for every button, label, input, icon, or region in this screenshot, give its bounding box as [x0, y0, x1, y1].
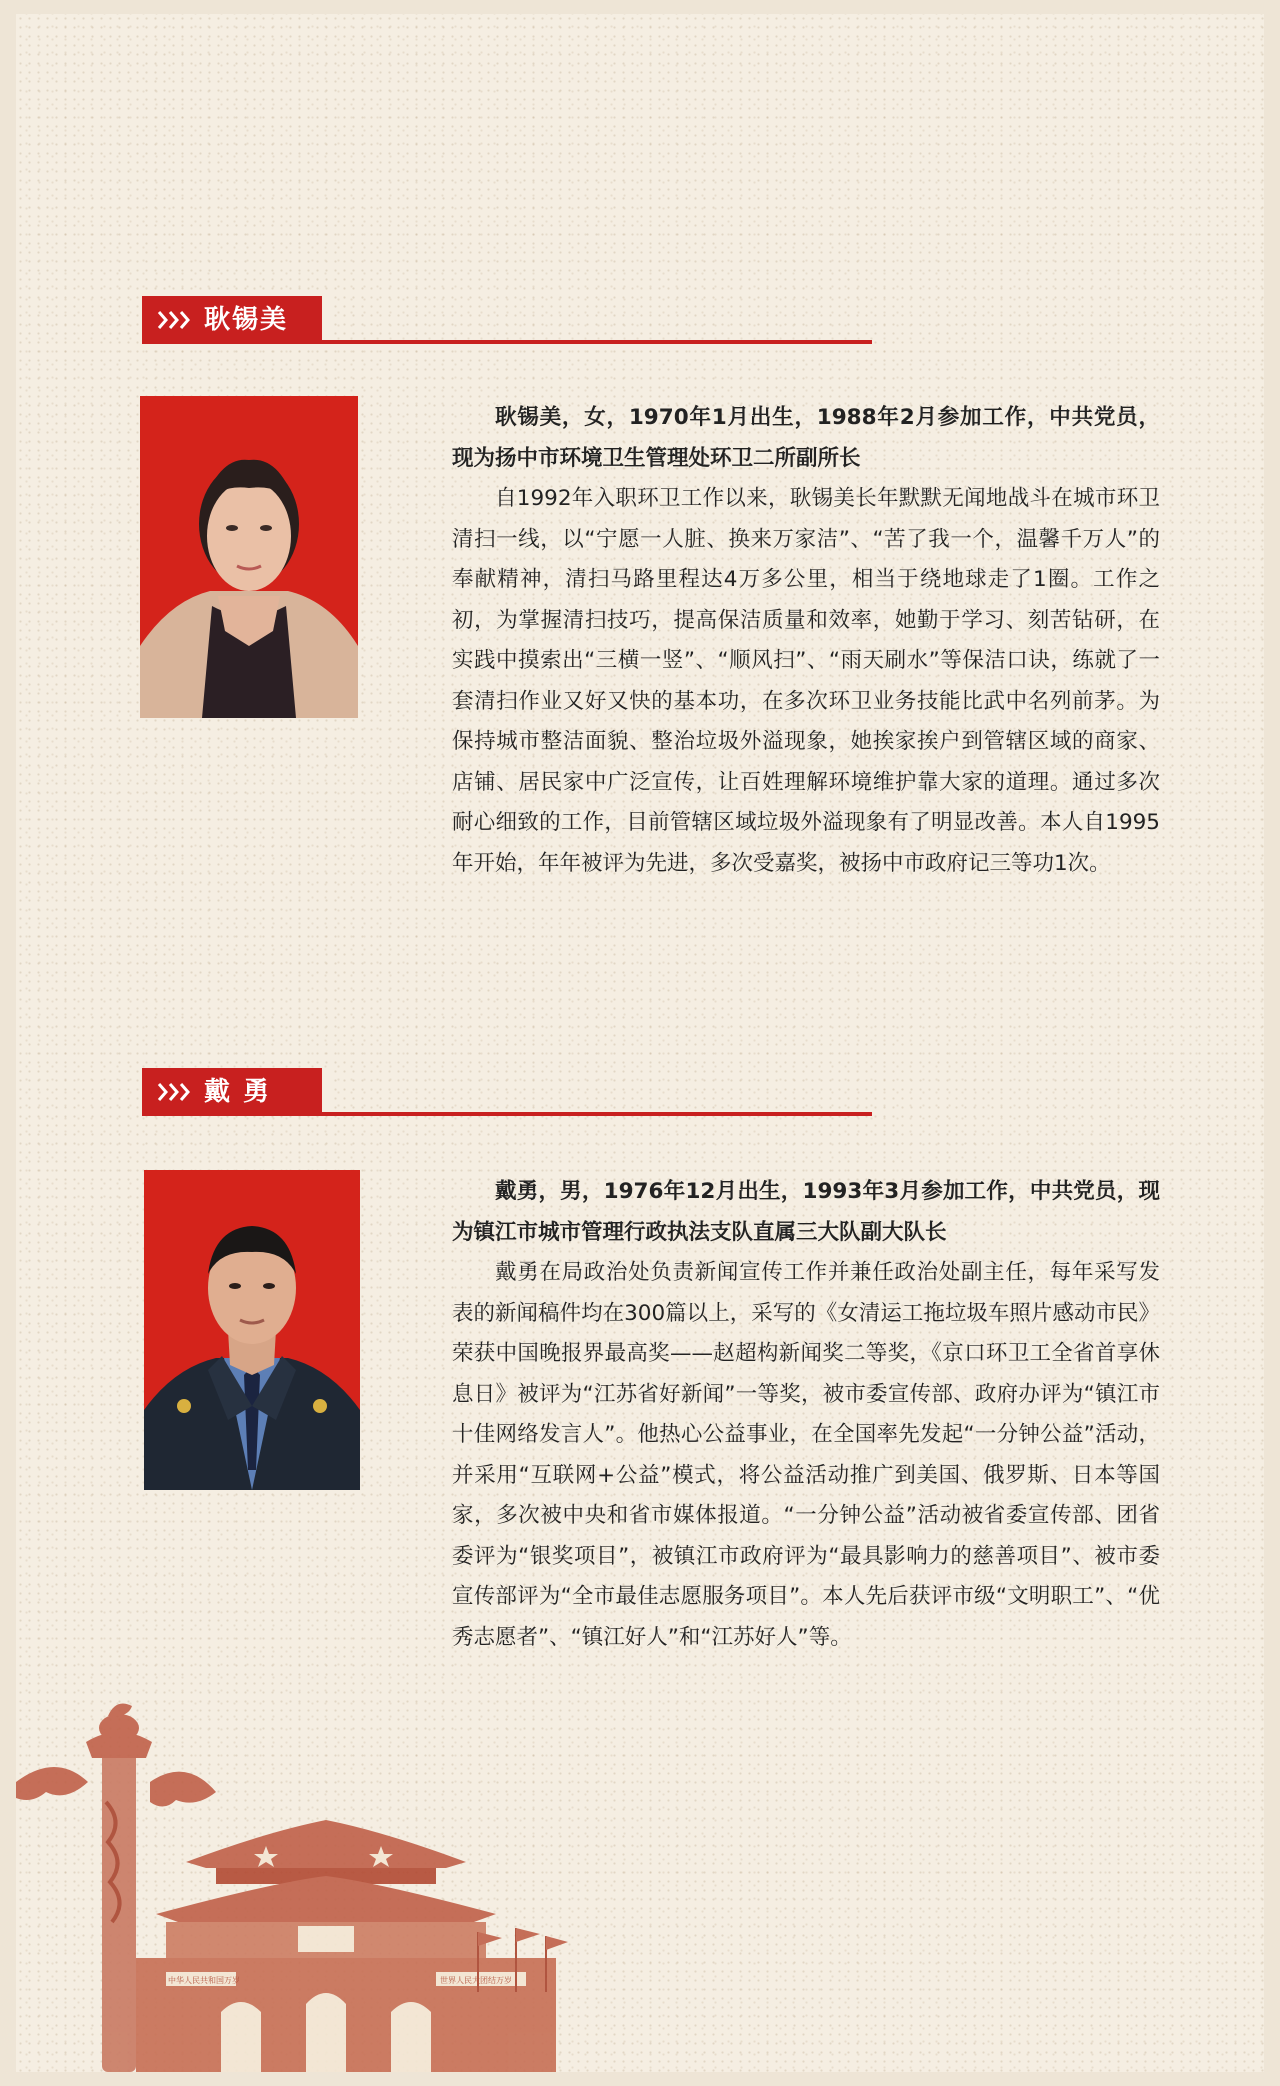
portrait-woman: [140, 396, 358, 718]
header-rule: [142, 340, 872, 344]
header-rule: [142, 1112, 872, 1116]
triple-chevron-icon: [156, 305, 194, 335]
portrait-man: [144, 1170, 360, 1490]
portrait-photo: [140, 396, 358, 718]
profile-intro: 戴勇，男，1976年12月出生，1993年3月参加工作，中共党员，现为镇江市城市管理行政执法支队直属三大队副大队长: [452, 1179, 1160, 1245]
profile-header-1: [142, 296, 872, 344]
profile-body: 戴勇在局政治处负责新闻宣传工作并兼任政治处副主任，每年采写发表的新闻稿件均在300篇以上，采写的《女清运工拖垃圾车照片感动市民》荣获中国晚报界最高奖——赵超构新闻奖二等奖，《京口环卫工全省首享休息日》被评为“江苏省好新闻”一等奖，被市委宣传部、政府办评为“镇江市十佳网络发言人”。他热心公益事业，在全国率先发起“一分钟公益”活动，并采用“互联网+公益”模式，将公益活动推广到美国、俄罗斯、日本等国家，多次被中央和省市媒体报道。“一分钟公益”活动被省委宣传部、团省委评为“银奖项目”，被镇江市政府评为“最具影响力的慈善项目”、被市委宣传部评为“全市最佳志愿服务项目”。本人先后获评市级“文明职工”、“优秀志愿者”、“镇江好人”和“江苏好人”等。: [452, 1260, 1160, 1650]
triple-chevron-icon: [156, 1077, 194, 1107]
page: [16, 14, 1264, 2072]
gate-plaque-right: 世界人民大团结万岁: [440, 1976, 512, 1985]
profile-bio-1: [452, 398, 1160, 884]
profile-header-2: [142, 1068, 872, 1116]
profile-body: 自1992年入职环卫工作以来，耿锡美长年默默无闻地战斗在城市环卫清扫一线，以“宁愿一人脏、换来万家洁”、“苦了我一个，温馨千万人”的奉献精神，清扫马路里程达4万多公里，相当于绕地球走了1圈。工作之初，为掌握清扫技巧，提高保洁质量和效率，她勤于学习、刻苦钻研，在实践中摸索出“三横一竖”、“顺风扫”、“雨天刷水”等保洁口诀，练就了一套清扫作业又好又快的基本功，在多次环卫业务技能比武中名列前茅。为保持城市整洁面貌、整治垃圾外溢现象，她挨家挨户到管辖区域的商家、店铺、居民家中广泛宣传，让百姓理解环境维护靠大家的道理。通过多次耐心细致的工作，目前管辖区域垃圾外溢现象有了明显改善。本人自1995年开始，年年被评为先进，多次受嘉奖，被扬中市政府记三等功1次。: [452, 486, 1160, 876]
profile-name: 耿锡美: [204, 305, 289, 335]
profile-intro: 耿锡美，女，1970年1月出生，1988年2月参加工作，中共党员，现为扬中市环境卫生管理处环卫二所副所长: [452, 405, 1160, 471]
tiananmen-ornament: [16, 1632, 576, 2072]
name-tab: [142, 296, 334, 344]
profile-name: 戴 勇: [204, 1077, 272, 1107]
gate-plaque-left: 中华人民共和国万岁: [168, 1976, 240, 1985]
portrait-photo: [144, 1170, 360, 1490]
name-tab: [142, 1068, 334, 1116]
profile-bio-2: [452, 1172, 1160, 1658]
